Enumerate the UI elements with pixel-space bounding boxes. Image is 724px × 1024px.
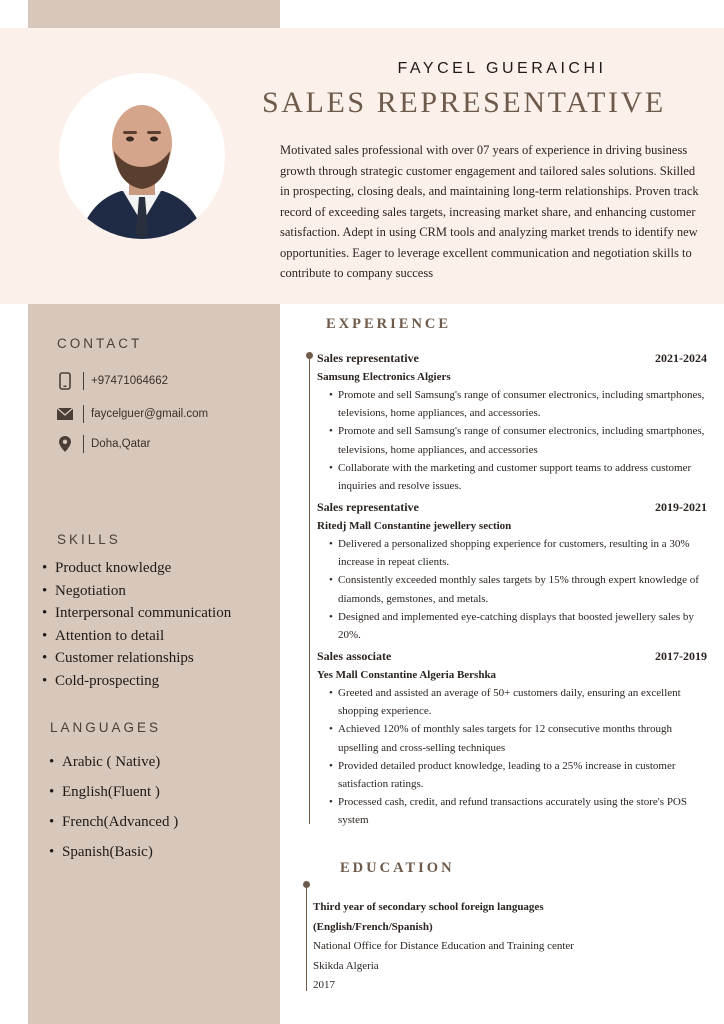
job-bullet: • Achieved 120% of monthly sales targets for 12 consecutive months through upselling and cross-selling techniques: [329, 720, 707, 756]
job-company: Yes Mall Constantine Algeria Bershka: [317, 669, 497, 681]
contact-separator: [83, 372, 84, 390]
job-period: 2021-2024: [655, 351, 707, 365]
job-bullet: • Consistently exceeded monthly sales targets by 15% through expert knowledge of diamonds, gemstones, and metals.: [329, 571, 707, 607]
education-location: Skikda Algeria: [313, 959, 379, 972]
language-item: • Spanish(Basic): [49, 837, 178, 867]
language-item: • Arabic ( Native): [49, 747, 178, 777]
profile-photo: [59, 73, 225, 239]
job-bullet: • Processed cash, credit, and refund transactions accurately using the store's POS system: [329, 793, 707, 829]
job-role: Sales representative: [317, 500, 419, 514]
experience-heading: EXPERIENCE: [326, 316, 452, 332]
skill-item: • Cold-prospecting: [42, 670, 231, 693]
job-title: SALES REPRESENTATIVE: [262, 86, 666, 119]
education-year: 2017: [313, 979, 335, 991]
job-bullet: • Designed and implemented eye-catching displays that boosted jewellery sales by 20%.: [329, 608, 707, 644]
profile-photo-illustration: [59, 73, 225, 239]
education-timeline: [306, 885, 307, 991]
email-address: faycelguer@gmail.com: [91, 408, 209, 420]
contact-location: [57, 434, 150, 454]
job-bullet: • Promote and sell Samsung's range of consumer electronics, including smartphones, televisions, home appliances, and accessories: [329, 422, 707, 458]
contact-phone: [57, 371, 168, 391]
job-bullets: [329, 535, 707, 644]
candidate-name: FAYCEL GUERAICHI: [397, 60, 607, 77]
job-company: Ritedj Mall Constantine jewellery section: [317, 520, 512, 532]
contact-separator: [83, 405, 84, 423]
skill-item: • Customer relationships: [42, 647, 231, 670]
job-entry: [317, 349, 707, 495]
education-heading: EDUCATION: [340, 860, 455, 876]
job-entry: [317, 498, 707, 644]
job-role: Sales representative: [317, 351, 419, 365]
skill-item: • Negotiation: [42, 580, 231, 603]
job-bullet: • Promote and sell Samsung's range of consumer electronics, including smartphones, televisions, home appliances, and accessories.: [329, 386, 707, 422]
skill-item: • Interpersonal communication: [42, 602, 231, 625]
languages-heading: LANGUAGES: [50, 720, 162, 735]
skill-item: • Product knowledge: [42, 557, 231, 580]
phone-icon: [57, 372, 73, 390]
education-degree-languages: (English/French/Spanish): [313, 920, 433, 933]
job-period: 2017-2019: [655, 649, 707, 663]
mail-icon: [57, 405, 73, 423]
contact-heading: CONTACT: [57, 336, 143, 351]
contact-email: [57, 404, 208, 424]
job-bullet: • Greeted and assisted an average of 50+ customers daily, ensuring an excellent shopping experience.: [329, 684, 707, 720]
language-item: • English(Fluent ): [49, 777, 178, 807]
job-bullets: [329, 386, 707, 495]
phone-number: +97471064662: [91, 375, 169, 387]
contact-separator: [83, 435, 84, 453]
skills-list: [42, 557, 231, 692]
job-bullet: • Collaborate with the marketing and customer support teams to address customer inquiries and resolve issues.: [329, 459, 707, 495]
job-bullet: • Provided detailed product knowledge, leading to a 25% increase in customer satisfaction ratings.: [329, 757, 707, 793]
job-entry: [317, 647, 707, 830]
job-company: Samsung Electronics Algiers: [317, 371, 451, 383]
education-institution: National Office for Distance Education and Training center: [313, 940, 574, 952]
job-period: 2019-2021: [655, 500, 707, 514]
location-text: Doha,Qatar: [91, 438, 151, 450]
education-degree: Third year of secondary school foreign languages: [313, 901, 544, 913]
job-bullet: • Delivered a personalized shopping experience for customers, resulting in a 30% increase in repeat clients.: [329, 535, 707, 571]
experience-timeline: [309, 356, 310, 824]
profile-summary: Motivated sales professional with over 07 years of experience in driving business growth through strategic customer engagement and tailored sales solutions. Skilled in prospecting, closing deals, and maintaining long-term relationships. Proven track record of exceeding sales targets, increasing market share, and enhancing customer satisfaction. Adept in using CRM tools and analyzing market trends to identify new opportunities. Eager to leverage excellent communication and negotiation skills to contribute to company success: [280, 143, 699, 280]
job-role: Sales associate: [317, 649, 392, 663]
education-entry: [313, 898, 713, 996]
languages-list: [49, 747, 178, 867]
language-item: • French(Advanced ): [49, 807, 178, 837]
job-bullets: [329, 684, 707, 830]
skill-item: • Attention to detail: [42, 625, 231, 648]
skills-heading: SKILLS: [57, 532, 121, 547]
location-pin-icon: [57, 435, 73, 453]
